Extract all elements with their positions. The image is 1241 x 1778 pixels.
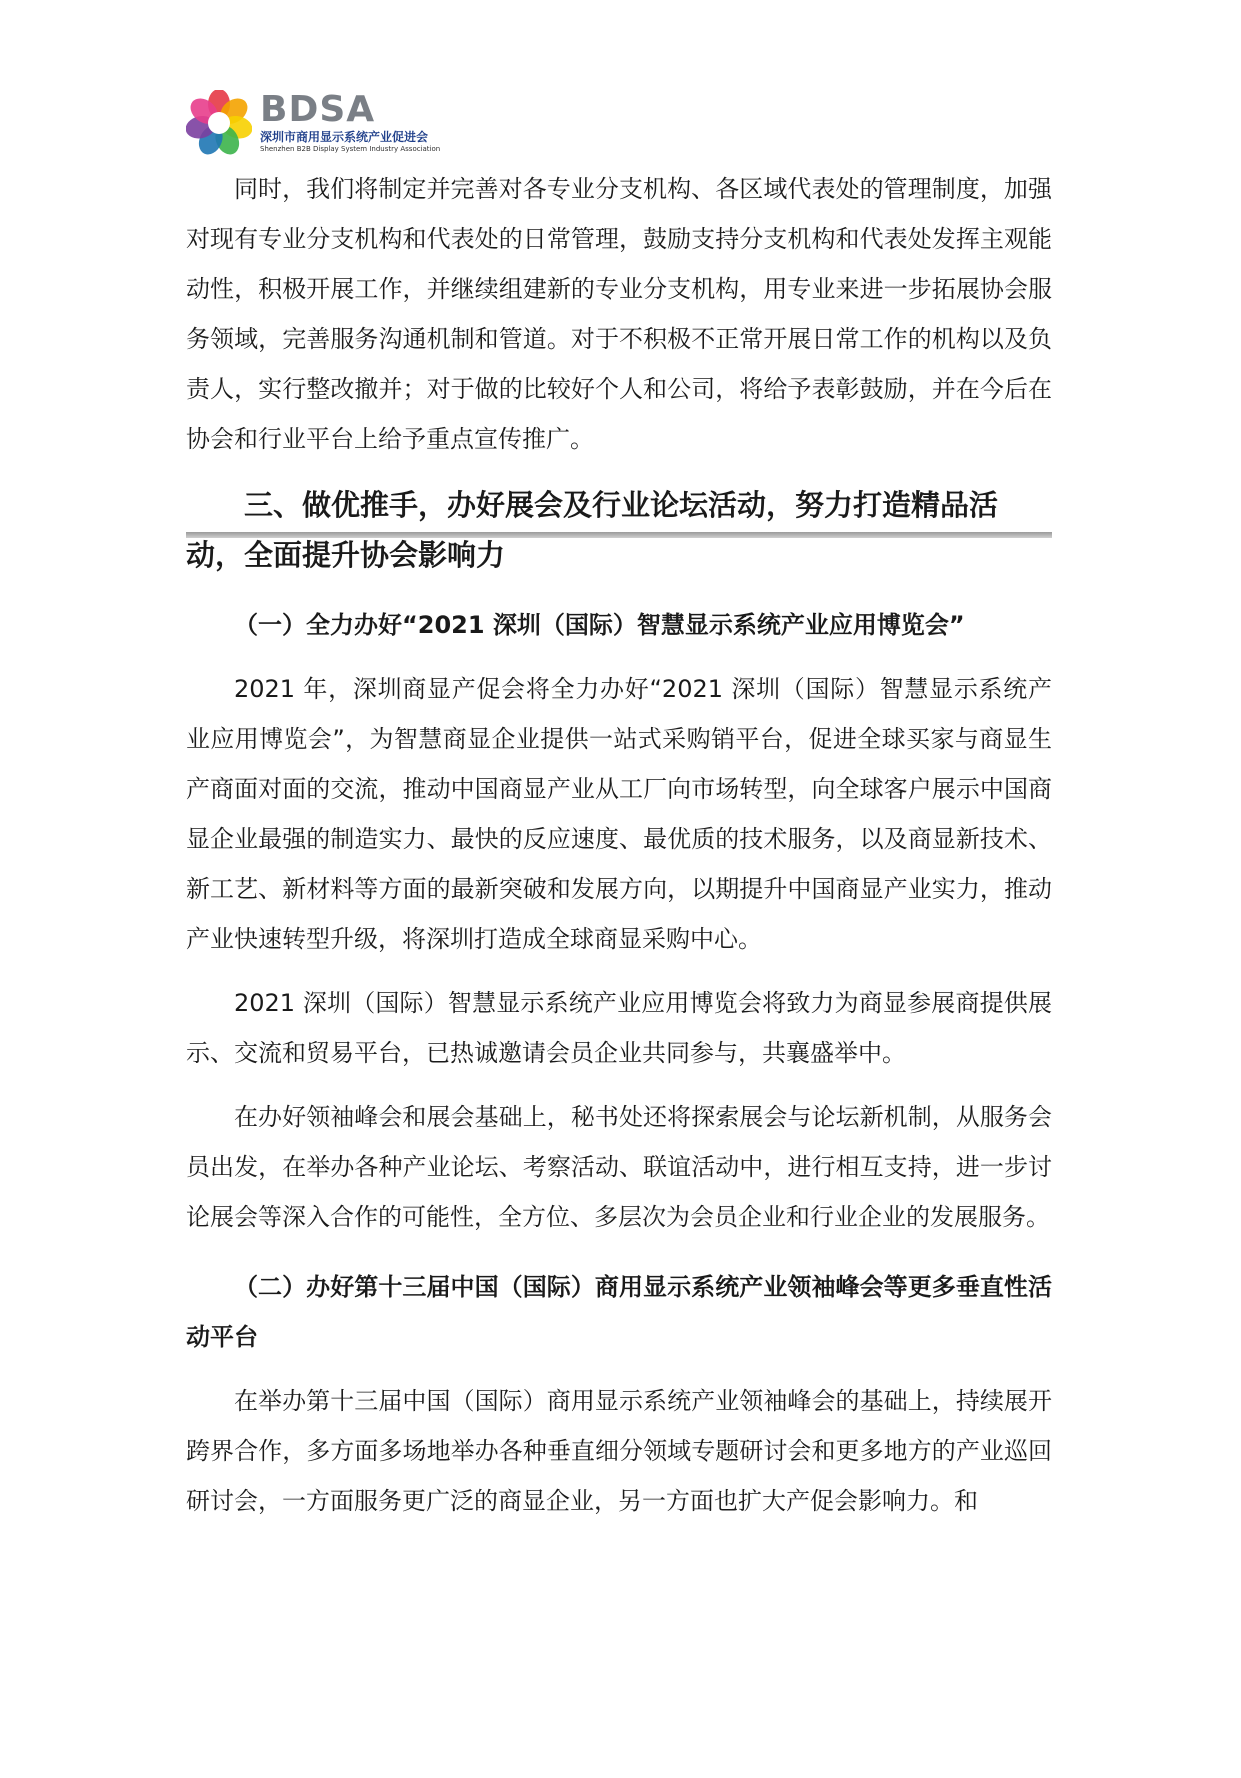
heading-divider	[186, 532, 1052, 538]
document-body	[186, 164, 1052, 1526]
logo-english-name: Shenzhen B2B Display System Industry Association	[260, 145, 441, 153]
logo-chinese-name: 深圳市商用显示系统产业促进会	[260, 130, 429, 144]
subheading-1: （一）全力办好“2021 深圳（国际）智慧显示系统产业应用博览会”	[234, 611, 965, 639]
paragraph-expo-2021: 2021 年，深圳商显产促会将全力办好“2021 深圳（国际）智慧显示系统产业应用博览会”，为智慧商显企业提供一站式采购销平台，促进全球买家与商显生产商面对面的交流，推动中国商显产业从工厂向市场转型，向全球客户展示中国商显企业最强的制造实力、最快的反应速度、最优质的技术服务，以及商显新技术、新工艺、新材料等方面的最新突破和发展方向，以期提升中国商显产业实力，推动产业快速转型升级，将深圳打造成全球商显采购中心。	[186, 675, 1052, 953]
header-logo	[186, 90, 456, 158]
subheading-2: （二）办好第十三届中国（国际）商用显示系统产业领袖峰会等更多垂直性活动平台	[186, 1273, 1052, 1351]
paragraph-expo-platform: 2021 深圳（国际）智慧显示系统产业应用博览会将致力为商显参展商提供展示、交流和贸易平台，已热诚邀请会员企业共同参与，共襄盛举中。	[186, 989, 1052, 1067]
paragraph-forum-mechanism: 在办好领袖峰会和展会基础上，秘书处还将探索展会与论坛新机制，从服务会员出发，在举办各种产业论坛、考察活动、联谊活动中，进行相互支持，进一步讨论展会等深入合作的可能性，全方位、多层次为会员企业和行业企业的发展服务。	[186, 1103, 1052, 1231]
flower-logo-icon	[186, 90, 252, 156]
section-heading-text: 三、做优推手，办好展会及行业论坛活动，努力打造精品活动，全面提升协会影响力	[186, 488, 999, 572]
paragraph-summit: 在举办第十三届中国（国际）商用显示系统产业领袖峰会的基础上，持续展开跨界合作，多方面多场地举办各种垂直细分领域专题研讨会和更多地方的产业巡回研讨会，一方面服务更广泛的商显企业，另一方面也扩大产促会影响力。和	[186, 1387, 1052, 1515]
paragraph-management: 同时，我们将制定并完善对各专业分支机构、各区域代表处的管理制度，加强对现有专业分支机构和代表处的日常管理，鼓励支持分支机构和代表处发挥主观能动性，积极开展工作，并继续组建新的专业分支机构，用专业来进一步拓展协会服务领域，完善服务沟通机制和管道。对于不积极不正常开展日常工作的机构以及负责人，实行整改撤并；对于做的比较好个人和公司，将给予表彰鼓励，并在今后在协会和行业平台上给予重点宣传推广。	[186, 175, 1052, 453]
logo-wordmark: BDSA	[260, 89, 376, 130]
section-heading-3	[186, 480, 1052, 580]
